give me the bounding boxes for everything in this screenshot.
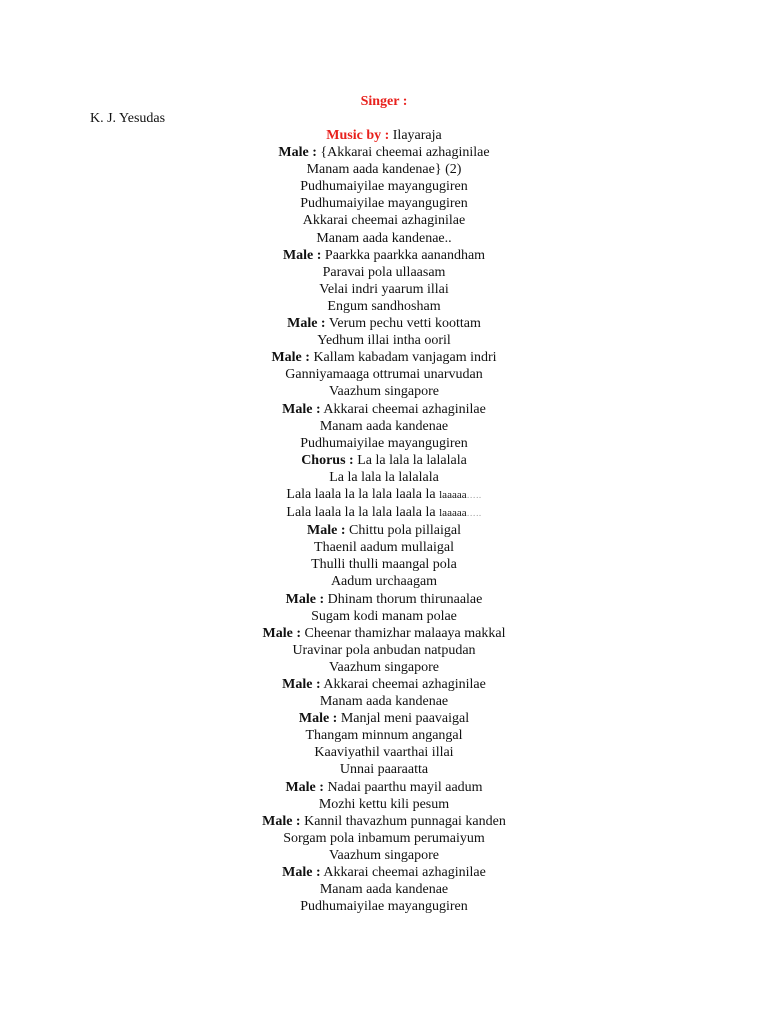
- speaker-label: Male :: [262, 813, 301, 829]
- speaker-label: Chorus :: [301, 452, 354, 468]
- lyric-text: Paarkka paarkka aanandham: [324, 247, 486, 263]
- lyrics-body: [0, 127, 768, 915]
- speaker-label: Male :: [282, 865, 321, 881]
- lyric-text: Uravinar pola anbudan natpudan: [292, 642, 476, 658]
- lyric-line: [0, 761, 768, 778]
- lyric-line: [0, 898, 768, 915]
- lyric-line: [0, 744, 768, 761]
- lyric-line: [0, 486, 768, 504]
- speaker-label: Male :: [278, 145, 317, 161]
- lyric-line: [0, 813, 768, 830]
- lyric-line: [0, 332, 768, 349]
- lyric-line: [0, 727, 768, 744]
- speaker-label: Male :: [285, 779, 324, 795]
- lyric-line: [0, 693, 768, 710]
- lyric-text: Sugam kodi manam polae: [311, 608, 457, 624]
- lyric-text: Mozhi kettu kili pesum: [318, 796, 450, 812]
- lyric-text: Pudhumaiyilae mayangugiren: [300, 899, 468, 915]
- lyric-text: Vaazhum singapore: [328, 659, 440, 675]
- lyric-text: Paravai pola ullaasam: [322, 264, 446, 280]
- lyric-text: Thaenil aadum mullaigal: [314, 540, 454, 556]
- lyric-line: [0, 195, 768, 212]
- lyric-text: {Akkarai cheemai azhaginilae: [320, 145, 490, 161]
- speaker-label: Male :: [285, 591, 325, 607]
- lyric-text: Manam aada kandenae..: [316, 230, 452, 246]
- lyric-text: Velai indri yaarum illai: [319, 281, 449, 297]
- lyric-text: Manam aada kandenae: [319, 418, 449, 434]
- music-credit-line: [0, 127, 768, 144]
- lyric-tail: laaaaa: [439, 507, 467, 520]
- lyric-line: [0, 779, 768, 796]
- lyric-line: [0, 281, 768, 298]
- lyric-text: Yedhum illai intha ooril: [317, 333, 451, 349]
- lyric-text: Unnai paaraatta: [339, 762, 429, 778]
- lyric-text: Kaaviyathil vaarthai illai: [314, 745, 454, 761]
- lyric-text: Thulli thulli maangal pola: [311, 557, 457, 573]
- lyric-line: [0, 298, 768, 315]
- speaker-label: Male :: [287, 316, 326, 332]
- lyric-line: [0, 573, 768, 590]
- singer-label: Singer :: [360, 94, 408, 109]
- lyric-text: Manam aada kandenae: [319, 694, 449, 710]
- lyric-line: [0, 796, 768, 813]
- speaker-label: Male :: [262, 625, 301, 641]
- lyric-line: [0, 830, 768, 847]
- lyric-line: [0, 864, 768, 881]
- speaker-label: Male :: [271, 350, 310, 366]
- lyric-line: [0, 676, 768, 693]
- lyric-tail: laaaaa: [439, 488, 467, 501]
- speaker-label: Male :: [307, 523, 346, 539]
- speaker-label: Male :: [282, 247, 322, 263]
- lyric-line: [0, 144, 768, 161]
- lyric-line: [0, 556, 768, 573]
- speaker-label: Male :: [298, 711, 338, 727]
- lyric-text: Pudhumaiyilae mayangugiren: [300, 196, 468, 212]
- music-by-label: Music by :: [326, 128, 390, 143]
- lyric-text: Nadai paarthu mayil aadum: [327, 779, 483, 795]
- lyric-line: [0, 608, 768, 625]
- lyric-text: La la lala la lalalala: [357, 452, 467, 468]
- lyric-line: [0, 212, 768, 229]
- lyric-text: Kannil thavazhum punnagai kanden: [304, 813, 506, 829]
- music-by-value: Ilayaraja: [392, 128, 442, 143]
- lyric-text: Akkarai cheemai azhaginilae: [323, 677, 486, 692]
- lyric-line: [0, 178, 768, 195]
- lyric-text: Akkarai cheemai azhaginilae: [323, 401, 486, 417]
- lyric-text: Kallam kabadam vanjagam indri: [313, 350, 497, 366]
- lyric-text: Aadum urchaagam: [330, 574, 438, 590]
- lyric-line: [0, 522, 768, 539]
- lyric-text: Lala laala la la lala laala la: [286, 505, 436, 521]
- lyric-line: [0, 881, 768, 898]
- lyric-text: La la lala la lalalala: [329, 469, 439, 485]
- lyric-text: Pudhumaiyilae mayangugiren: [300, 179, 468, 195]
- lyric-text: Akkarai cheemai azhaginilae: [302, 213, 466, 229]
- lyric-text: Manam aada kandenae: [319, 882, 449, 898]
- lyric-text: Dhinam thorum thirunaalae: [327, 591, 483, 607]
- lyric-line: [0, 452, 768, 469]
- lyric-line: [0, 383, 768, 400]
- lyric-line: [0, 247, 768, 264]
- lyric-line: [0, 161, 768, 178]
- lyric-text: Pudhumaiyilae mayangugiren: [300, 435, 468, 451]
- lyric-line: [0, 401, 768, 418]
- lyric-line: [0, 710, 768, 727]
- lyric-line: [0, 591, 768, 608]
- lyric-line: [0, 366, 768, 383]
- lyric-line: [0, 642, 768, 659]
- lyric-text: Cheenar thamizhar malaaya makkal: [304, 625, 506, 641]
- lyric-text: Chittu pola pillaigal: [348, 523, 461, 539]
- lyric-text: Thangam minnum angangal: [305, 728, 463, 744]
- lyric-line: [0, 539, 768, 556]
- lyric-line: [0, 264, 768, 281]
- lyric-text: Manjal meni paavaigal: [340, 711, 470, 727]
- lyric-line: [0, 847, 768, 864]
- lyric-text: Sorgam pola inbamum perumaiyum: [283, 830, 485, 846]
- lyric-line: [0, 625, 768, 642]
- ellipsis-dots: …..: [466, 489, 482, 500]
- lyric-line: [0, 435, 768, 452]
- speaker-label: Male :: [282, 677, 321, 692]
- lyric-line: [0, 469, 768, 486]
- lyric-line: [0, 418, 768, 435]
- lyric-lines: [0, 144, 768, 915]
- lyric-text: Akkarai cheemai azhaginilae: [323, 865, 486, 881]
- lyric-line: [0, 349, 768, 366]
- lyric-text: Manam aada kandenae} (2): [306, 162, 462, 178]
- lyric-text: Vaazhum singapore: [328, 847, 440, 863]
- lyric-line: [0, 315, 768, 332]
- lyric-line: [0, 504, 768, 522]
- lyric-text: Engum sandhosham: [327, 298, 441, 314]
- ellipsis-dots: …..: [466, 508, 482, 519]
- lyric-line: [0, 230, 768, 247]
- lyric-text: Ganniyamaaga ottrumai unarvudan: [285, 367, 483, 383]
- lyric-text: Verum pechu vetti koottam: [328, 316, 481, 332]
- lyric-text: Lala laala la la lala laala la: [286, 486, 436, 502]
- lyric-text: Vaazhum singapore: [328, 384, 440, 400]
- singer-name: K. J. Yesudas: [90, 111, 166, 126]
- lyric-line: [0, 659, 768, 676]
- speaker-label: Male :: [282, 401, 321, 417]
